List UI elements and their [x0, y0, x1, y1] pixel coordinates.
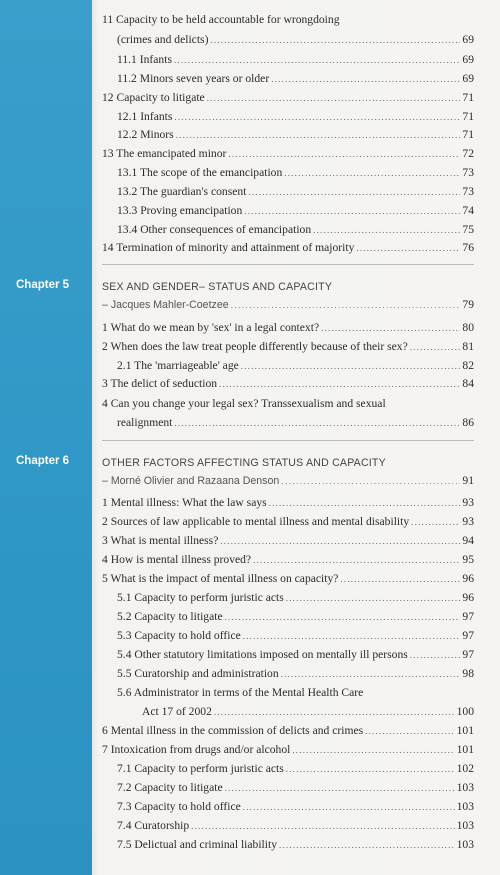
toc-entry[interactable]: 11 Capacity to be held accountable for wrongdoing — [102, 13, 340, 26]
toc-entry[interactable]: 5 What is the impact of mental illness on capacity? ..... 96 — [102, 571, 474, 587]
chapter-5-title[interactable]: SEX AND GENDER– STATUS AND CAPACITY — [102, 281, 333, 293]
toc-entry[interactable]: realignment ..... 86 — [117, 415, 474, 431]
toc-entry[interactable]: 3 The delict of seduction ..... 84 — [102, 376, 474, 392]
toc-entry[interactable]: 7.3 Capacity to hold office ..... 103 — [117, 799, 474, 815]
toc-entry[interactable]: 5.4 Other statutory limitations imposed on mentally ill persons ..... 97 — [117, 647, 474, 663]
toc-entry[interactable]: 4 How is mental illness proved? ..... 95 — [102, 552, 474, 568]
toc-entry[interactable]: 12.2 Minors ..... 71 — [117, 127, 474, 143]
toc-entry[interactable]: 7.4 Curatorship ..... 103 — [117, 818, 474, 834]
toc-entry[interactable]: 5.2 Capacity to litigate ..... 97 — [117, 609, 474, 625]
toc-entry[interactable]: 7.1 Capacity to perform juristic acts ..... 102 — [117, 761, 474, 777]
toc-entry[interactable]: 3 What is mental illness? ..... 94 — [102, 533, 474, 549]
section-divider — [102, 440, 474, 441]
toc-entry[interactable]: 4 Can you change your legal sex? Transsexualism and sexual — [102, 397, 386, 410]
toc-entry[interactable]: 2.1 The 'marriageable' age ..... 82 — [117, 358, 474, 374]
toc-entry[interactable]: 7 Intoxication from drugs and/or alcohol ..... 101 — [102, 742, 474, 758]
toc-entry[interactable]: 7.2 Capacity to litigate ..... 103 — [117, 780, 474, 796]
toc-entry[interactable]: 13 The emancipated minor ..... 72 — [102, 146, 474, 162]
chapter-6-label: Chapter 6 — [16, 455, 70, 467]
toc-entry[interactable]: 13.4 Other consequences of emancipation ..... 75 — [117, 222, 474, 238]
toc-entry[interactable]: 5.6 Administrator in terms of the Mental Health Care — [117, 686, 364, 699]
toc-entry[interactable]: 13.2 The guardian's consent ..... 73 — [117, 184, 474, 200]
toc-entry[interactable]: 2 Sources of law applicable to mental illness and mental disability ..... 93 — [102, 514, 474, 530]
toc-entry[interactable]: Act 17 of 2002 ..... 100 — [142, 704, 474, 720]
toc-entry[interactable]: 2 When does the law treat people differently because of their sex? ..... 81 — [102, 339, 474, 355]
toc-entry[interactable]: 11.1 Infants ..... 69 — [117, 52, 474, 68]
chapter-5-label: Chapter 5 — [16, 279, 70, 291]
toc-entry[interactable]: 11.2 Minors seven years or older ..... 69 — [117, 71, 474, 87]
toc-entry[interactable]: 14 Termination of minority and attainment of majority ..... 76 — [102, 240, 474, 256]
toc-entry[interactable]: 13.3 Proving emancipation ..... 74 — [117, 203, 474, 219]
chapter-5-author[interactable]: – Jacques Mahler-Coetzee ..... 79 — [102, 298, 474, 311]
toc-entry[interactable]: 5.1 Capacity to perform juristic acts ..... 96 — [117, 590, 474, 606]
toc-entry[interactable]: 5.5 Curatorship and administration ..... 98 — [117, 666, 474, 682]
toc-entry[interactable]: (crimes and delicts) ..... 69 — [117, 32, 474, 48]
toc-entry[interactable]: 1 What do we mean by 'sex' in a legal context? ..... 80 — [102, 320, 474, 336]
toc-entry[interactable]: 7.5 Delictual and criminal liability ..... 103 — [117, 837, 474, 853]
chapter-6-author[interactable]: – Morné Olivier and Razaana Denson ..... 91 — [102, 474, 474, 487]
toc-entry[interactable]: 13.1 The scope of the emancipation ..... 73 — [117, 165, 474, 181]
toc-entry[interactable]: 12 Capacity to litigate ..... 71 — [102, 90, 474, 106]
toc-entry[interactable]: 12.1 Infants ..... 71 — [117, 109, 474, 125]
toc-entry[interactable]: 6 Mental illness in the commission of delicts and crimes ..... 101 — [102, 723, 474, 739]
section-divider — [102, 264, 474, 265]
toc-entry[interactable]: 1 Mental illness: What the law says ..... 93 — [102, 495, 474, 511]
chapter-sidebar — [0, 0, 92, 875]
chapter-6-title[interactable]: OTHER FACTORS AFFECTING STATUS AND CAPACITY — [102, 457, 386, 469]
toc-entry[interactable]: 5.3 Capacity to hold office ..... 97 — [117, 628, 474, 644]
